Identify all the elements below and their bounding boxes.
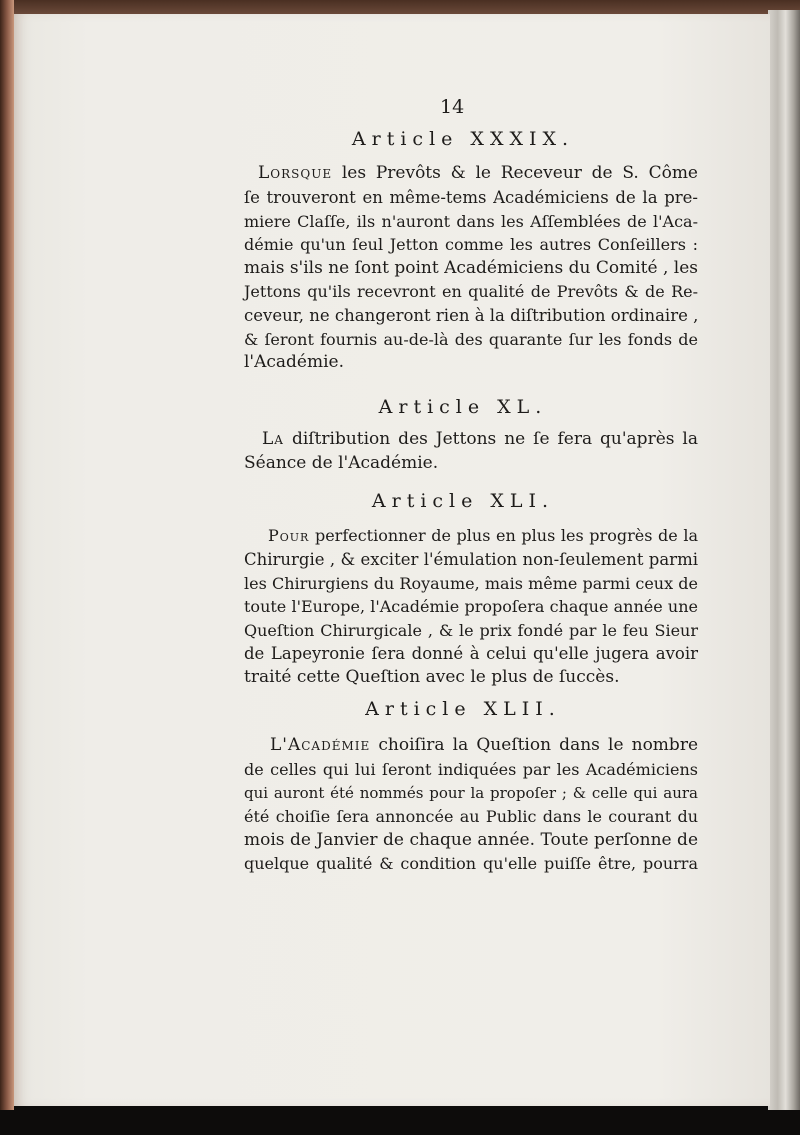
text-line: de Lapeyronie ſera donné à celui qu'elle jugera avoir xyxy=(244,644,698,664)
article-heading: Article XLI. xyxy=(371,490,555,512)
article-heading: Article XLII. xyxy=(365,698,561,720)
line-text: perfectionner de plus en plus les progrès de la xyxy=(314,526,699,545)
text-line: ſe trouveront en même-tems Académiciens de la pre- xyxy=(244,188,698,207)
text-line: ceveur, ne changeront rien à la diſtribution ordinaire , xyxy=(244,305,699,325)
text-line xyxy=(258,162,698,186)
text-line xyxy=(262,428,698,452)
text-line: qui auront été nommés pour la propoſer ; & celle qui aura xyxy=(244,783,698,802)
article-heading: Article XXXIX. xyxy=(351,128,575,150)
text-line: mais s'ils ne ſont point Académiciens du Comité , les xyxy=(244,257,698,278)
lead-word: La xyxy=(262,429,284,449)
text-line xyxy=(268,524,698,548)
text-line: traité cette Queſtion avec le plus de ſuccès. xyxy=(244,666,620,687)
text-line: démie qu'un ſeul Jetton comme les autres Conſeillers : xyxy=(244,235,698,255)
article-heading: Article XL. xyxy=(378,396,548,418)
text-line: toute l'Europe, l'Académie propoſera chaque année une xyxy=(244,597,698,617)
article-paragraph xyxy=(268,524,698,548)
lead-word: L'Académie xyxy=(270,735,371,755)
lead-word: Lorsque xyxy=(258,163,333,183)
text-line: été choiſie ſera annoncée au Public dans le courant du xyxy=(244,807,698,827)
article-paragraph xyxy=(270,734,698,758)
line-text: les Prevôts & le Receveur de S. Côme xyxy=(341,163,698,183)
article-paragraph-body xyxy=(244,452,698,476)
text-line: & ſeront fournis au-de-là des quarante ſur les fonds de xyxy=(244,329,698,349)
text-line: de celles qui lui ſeront indiquées par les Académiciens xyxy=(244,760,698,779)
article-paragraph-body xyxy=(244,548,698,690)
article-paragraph-body xyxy=(244,186,698,375)
article-paragraph xyxy=(262,428,698,452)
text-line xyxy=(270,734,698,758)
text-line: mois de Janvier de chaque année. Toute perſonne de xyxy=(244,829,698,850)
line-text: diſtribution des Jettons ne ſe fera qu'après la xyxy=(291,429,699,449)
lead-word: Pour xyxy=(268,526,310,545)
article-paragraph xyxy=(258,162,698,186)
text-line: Chirurgie , & exciter l'émulation non-ſeulement parmi xyxy=(244,550,698,569)
line-text: choiſira la Queſtion dans le nombre xyxy=(378,735,699,755)
article-paragraph-body xyxy=(244,758,698,876)
text-line: les Chirurgiens du Royaume, mais même parmi ceux de xyxy=(244,573,698,593)
text-line: Jettons qu'ils recevront en qualité de Prevôts & de Re- xyxy=(244,282,698,302)
book-binding-left xyxy=(0,0,14,1110)
text-line: quelque qualité & condition qu'elle puiſſe être, pourra xyxy=(244,854,698,874)
page-number: 14 xyxy=(440,96,465,118)
text-line: l'Académie. xyxy=(244,352,345,373)
text-line: miere Claſſe, ils n'auront dans les Aſſemblées de l'Aca- xyxy=(244,211,698,231)
text-line: Séance de l'Académie. xyxy=(244,453,439,473)
text-line: Queſtion Chirurgicale , & le prix fondé par le feu Sieur xyxy=(244,620,698,640)
page-edges xyxy=(768,10,800,1110)
